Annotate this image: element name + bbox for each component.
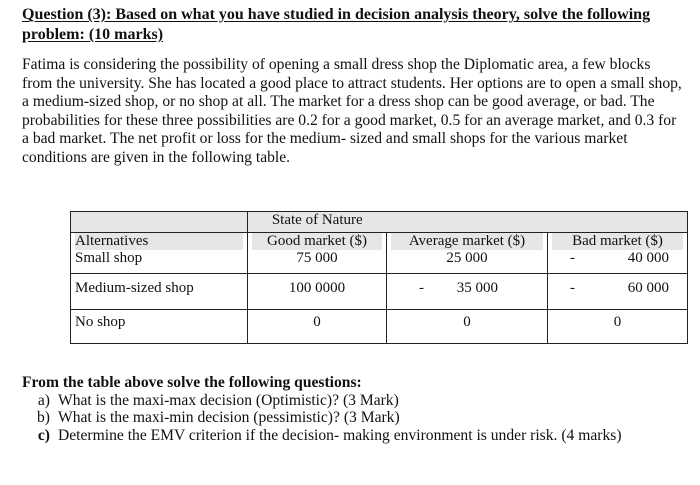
item-marker: b) — [37, 409, 50, 426]
alternatives-header: Alternatives — [75, 233, 243, 250]
questions-section — [22, 374, 682, 444]
table-cell — [387, 233, 548, 274]
sign: - — [419, 280, 424, 296]
question-heading: Question (3): Based on what you have studied in decision analysis theory, solve the following problem: (10 marks) — [22, 6, 651, 43]
small-shop-bad — [552, 250, 683, 267]
small-shop-good: 75 000 — [296, 250, 338, 266]
payoff-table — [70, 211, 688, 344]
small-shop-average: 25 000 — [446, 250, 488, 266]
table-cell — [248, 233, 387, 274]
row-name-small-shop: Small shop — [75, 250, 143, 266]
medium-shop-good: 100 0000 — [248, 274, 387, 310]
sign: - — [570, 250, 575, 266]
list-item — [22, 392, 682, 410]
item-text: What is the maxi-max decision (Optimistic)? (3 Mark) — [58, 391, 399, 409]
medium-shop-average — [387, 274, 548, 310]
list-item — [22, 409, 682, 427]
item-marker: a) — [37, 391, 50, 409]
medium-shop-bad — [548, 274, 688, 310]
table-header-row-1 — [71, 212, 688, 233]
row-name-no-shop: No shop — [71, 310, 248, 344]
row-name-medium-shop: Medium-sized shop — [71, 274, 248, 310]
value: 60 000 — [627, 280, 669, 296]
average-market-header: Average market ($) — [391, 233, 543, 250]
no-shop-bad: 0 — [548, 310, 688, 344]
table-row — [71, 310, 688, 344]
no-shop-average: 0 — [387, 310, 548, 344]
table-cell — [71, 233, 248, 274]
table-row — [71, 233, 688, 274]
value: 35 000 — [456, 280, 498, 296]
problem-paragraph: Fatima is considering the possibility of opening a small dress shop the Diplomatic area, a few blocks from the university. She has located a good place to attract students. Her options are to open a small shop, a medium-sized shop, or no shop at all. The market for a dress shop can be good average, or bad. The probabilities for these three possibilities are 0.2 for a good market, 0.5 for an average market, and 0.3 for a bad market. The net profit or loss for the medium- sized and small shops for the various market conditions are given in the following table. — [22, 56, 682, 166]
item-text: What is the maxi-min decision (pessimistic)? (3 Mark) — [58, 409, 400, 426]
item-marker: c) — [37, 426, 50, 444]
item-text: Determine the EMV criterion if the decision- making environment is under risk. (4 marks) — [58, 426, 622, 444]
bad-market-header: Bad market ($) — [552, 233, 683, 250]
state-of-nature-label: State of Nature — [248, 212, 387, 233]
questions-intro: From the table above solve the following questions: — [22, 374, 362, 391]
no-shop-good: 0 — [248, 310, 387, 344]
table-cell — [548, 233, 688, 274]
table-row — [71, 274, 688, 310]
value: 40 000 — [627, 250, 669, 266]
header-empty-cell — [71, 212, 248, 233]
good-market-header: Good market ($) — [252, 233, 382, 250]
list-item — [22, 427, 682, 445]
sign: - — [570, 280, 575, 296]
